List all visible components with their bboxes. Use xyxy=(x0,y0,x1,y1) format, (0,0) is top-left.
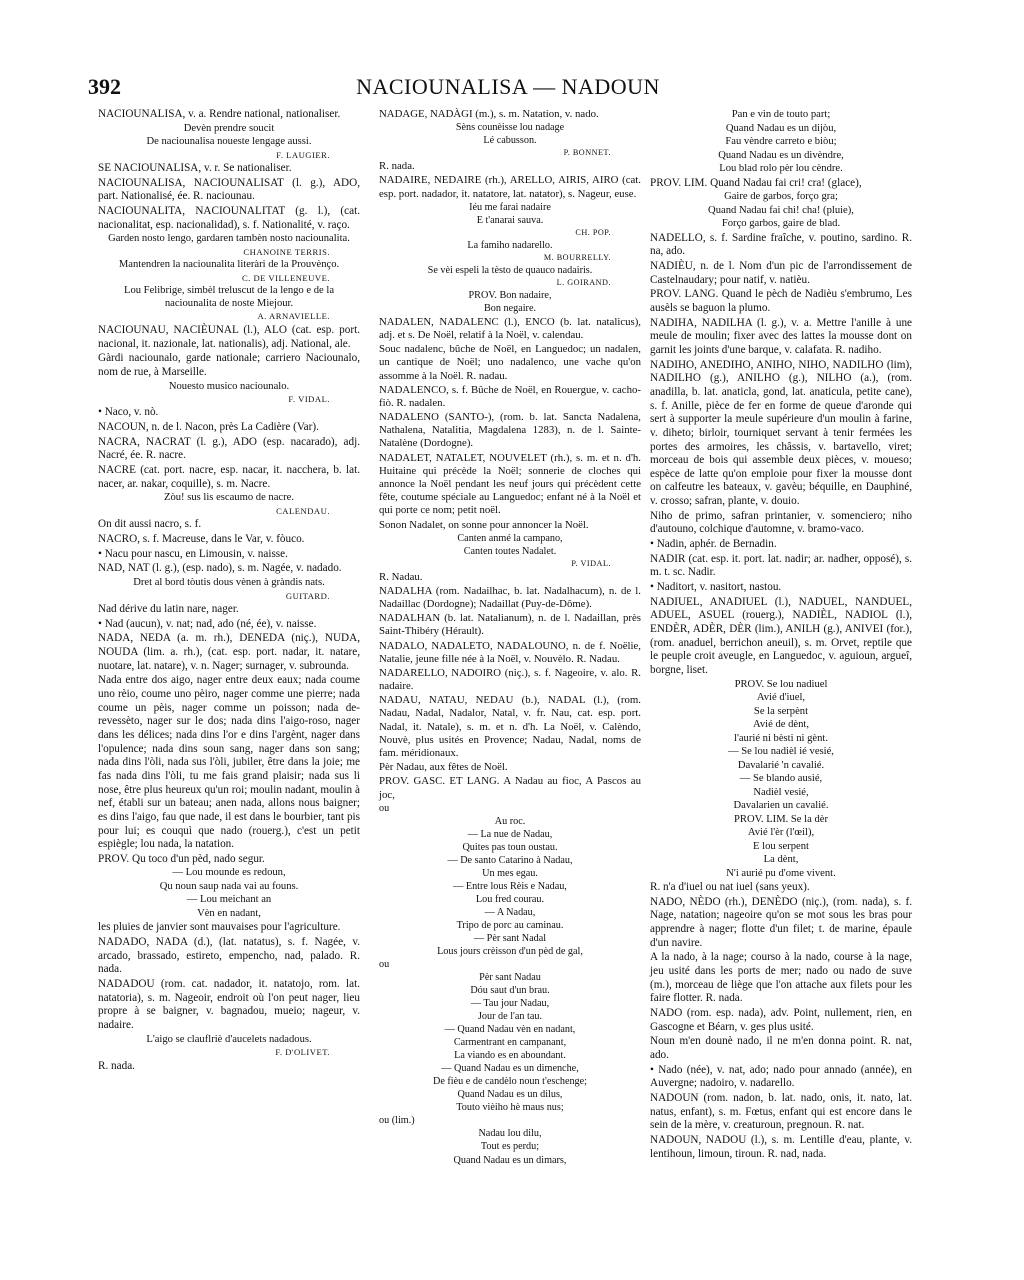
quotation-line: Lou Felibrige, simbèl treluscut de la lengo e de la naciounalita de noste Miejour. xyxy=(123,285,335,309)
quotation-line: Se la serpènt xyxy=(753,705,809,717)
dictionary-entry: NADO (rom. esp. nada), adv. Point, nullement, rien, en Gascogne et Béarn, v. ges plus usité. xyxy=(650,1007,912,1033)
dictionary-entry: • Nadin, aphér. de Bernadin. xyxy=(650,538,777,551)
quotation-line: PROV. LIM. Se la dèr xyxy=(734,813,828,825)
quotation-line: Avié d'iuel, xyxy=(756,692,806,704)
quotation-line: Vèn en nadant, xyxy=(197,907,261,919)
dictionary-entry: NACIOUNALISA, NACIOUNALISAT (l. g.), ADO, part. Nationalisé, ée. R. naciounau. xyxy=(98,176,360,203)
quotation-line: Lou blad rolo pèr lou cèndre. xyxy=(719,163,843,174)
quotation-line: La famiho nadarello. xyxy=(467,239,553,251)
quote-attribution: F. LAUGIER. xyxy=(276,149,330,160)
dictionary-entry: PROV. Qu toco d'un pèd, nado segur. xyxy=(98,852,265,865)
quotation-line: Lou fred courau. xyxy=(475,893,545,905)
quotation-line: — Entre lous Rèis e Nadau, xyxy=(453,880,567,892)
quotation-line: Avié de dènt, xyxy=(753,719,809,731)
quotation-line: Pèr sant Nadau xyxy=(479,972,541,984)
dictionary-entry: NACIOUNAU, NACIÈUNAL (l.), ALO (cat. esp. port. nacional, it. nazionale, lat. nationalis), adj. National, ale. xyxy=(98,323,360,350)
quotation-line: La viando es en aboundant. xyxy=(454,1050,566,1062)
dictionary-entry: • Naco, v. nò. xyxy=(98,406,159,419)
quotation-line: PROV. Bon nadaire, xyxy=(468,289,552,301)
quotation-line: — Lou meichant an xyxy=(186,894,272,906)
dictionary-entry: les pluies de janvier sont mauvaises pour l'agriculture. xyxy=(98,921,341,934)
quotation-line: — La nue de Nadau, xyxy=(467,828,553,840)
quotation-line: Nouesto musico naciounalo. xyxy=(168,380,290,392)
quote-attribution: A. ARNAVIELLE. xyxy=(257,311,330,322)
column-3 xyxy=(650,108,912,1162)
quotation-line: Bon negaire. xyxy=(483,302,537,314)
dictionary-entry: R. nada. xyxy=(379,160,415,173)
dictionary-entry: NADOUN, NADOU (l.), s. m. Lentille d'eau, plante, v. lentihoun, limoun, tiroun. R. nad, nada. xyxy=(650,1133,912,1160)
quotation-line: — Tau jour Nadau, xyxy=(470,998,550,1010)
quotation-line: Zòu! sus lis escaumo de nacre. xyxy=(163,492,295,504)
dictionary-entry: PROV. LIM. Quand Nadau fai cri! cra! (glace), xyxy=(650,176,862,189)
quote-attribution: L. GOIRAND. xyxy=(556,277,611,287)
quotation-line: Fau vèndre carreto e biòu; xyxy=(725,136,837,147)
dictionary-entry: NADOUN (rom. nadon, b. lat. nado, onis, it. nato, lat. natus, enfant), s. m. Fœtus, enfant qui est encore dans le sein de la mère, v. creaturoun, pregnoun. R. nat. xyxy=(650,1092,912,1132)
quotation-line: — A Nadau, xyxy=(484,906,536,918)
quotation-line: — Quand Nadau es un dimenche, xyxy=(441,1063,579,1075)
dictionary-entry: NADA, NEDA (a. m. rh.), DENEDA (niç.), NUDA, NOUDA (lim. a. rh.), (cat. esp. port. nadar, it. natare, nuotare, lat. natare), v. n. Nager; surnager, v. subrounda. xyxy=(98,632,360,672)
dictionary-entry: • Nado (née), v. nat, ado; nado pour annado (année), en Auvergne; nadoiro, v. nadarello. xyxy=(650,1063,912,1090)
dictionary-entry: Nad dérive du latin nare, nager. xyxy=(98,603,239,616)
quote-attribution: GUITARD. xyxy=(285,590,330,601)
quotation-line: Gaire de garbos, forço gra; xyxy=(724,191,838,203)
quotation-line: PROV. Se lou nadiuel xyxy=(734,678,828,690)
quotation-line: Carmentrant en campanant, xyxy=(453,1037,567,1049)
quotation-line: N'i aurié pu d'ome vivent. xyxy=(726,867,836,879)
dictionary-entry: Niho de primo, safran printanier, v. somenciero; niho d'autouno, colchique d'automne, v. bramo-vaco. xyxy=(650,509,912,536)
quote-attribution: F. VIDAL. xyxy=(288,394,330,404)
dictionary-entry: On dit aussi nacro, s. f. xyxy=(98,518,202,531)
quotation-line: Jour de l'an tau. xyxy=(477,1011,543,1023)
dictionary-entry: • Nad (aucun), v. nat; nad, ado (né, ée), v. naisse. xyxy=(98,617,317,630)
quotation-line: — De santo Catarino à Nadau, xyxy=(447,854,573,866)
quotation-line: Garden nosto lengo, gardaren tambèn nosto naciounalita. xyxy=(108,233,350,245)
quotation-line: Iéu me farai nadaire xyxy=(469,201,551,213)
dictionary-entry: NADIHA, NADILHA (l. g.), v. a. Mettre l'anille à une meule de moulin; fixer avec des lattes la mousse dont on garnit les joints d'une barque, v. calafata. R. nadiho. xyxy=(650,316,912,356)
quotation-line: Quand Nadau es un dimars, xyxy=(453,1154,567,1166)
dictionary-entry: NADIUEL, ANADIUEL (l.), NADUEL, NANDUEL, ADUEL, ASUEL (rouerg.), NADIÈL, NADIOL (l.), ENDÈR, ADÈR, DÈR (lim.), ANILH (g.), ANIVEI (for.), (rom. anaduel, berrichon aneuil), s. m. Orvet, reptile que le peuple croit aveugle, en Languedoc, v. aguioun, argueî, borgne, liset. xyxy=(650,595,912,676)
dictionary-entry: NACOUN, n. de l. Nacon, près La Cadière (Var). xyxy=(98,421,319,434)
quotation-line: — Lou mounde es redoun, xyxy=(172,867,286,879)
quote-attribution: M. BOURRELLY. xyxy=(543,252,611,262)
quotation-line: De naciounalisa noueste lengage aussi. xyxy=(146,136,312,148)
page-number: 392 xyxy=(88,74,121,99)
dictionary-entry: NADALEN, NADALENC (l.), ENCO (b. lat. natalicus), adj. et s. De Noël, relatif à la Noël, v. calendau. xyxy=(379,315,641,342)
quote-attribution: C. DE VILLENEUVE. xyxy=(241,272,330,283)
quotation-line: Mantendren la naciounalita literàri de la Prouvènço. xyxy=(118,259,340,271)
quotation-line: Dóu saut d'un brau. xyxy=(470,985,550,997)
quotation-line: Quites pas toun oustau. xyxy=(462,841,558,853)
quotation-line: — Se blando ausié, xyxy=(739,773,823,785)
dictionary-entry: NADO, NÈDO (rh.), DENÈDO (niç.), (rom. nada), s. f. Nage, natation; nageoire qu'on se mot sous les bras pour apprendre à nager; flotte d'un filet; t. de marine, épaule d'un navire. xyxy=(650,895,912,949)
dictionary-entry: NADADOU (rom. cat. nadador, it. natatojo, rom. lat. natatoria), s. m. Nageoir, endroit où l'on peut nager, lieu propre à se baigner, v. bagnadou, mueio; nageur, v. nadaire. xyxy=(98,978,360,1032)
quotation-line: Nadièl vesié, xyxy=(753,786,809,798)
dictionary-entry: Gàrdi naciounalo, garde nationale; carriero Naciounalo, nom de rue, à Marseille. xyxy=(98,352,360,378)
text-line: ou (lim.) xyxy=(379,1115,415,1127)
dictionary-entry: NADIHO, ANEDIHO, ANIHO, NIHO, NADILHO (lim), NADILHO (g.), ANILHO (g.), NILHO (a.), (rom. anadilla, b. lat. anaticla, gond, lat. anaticula, petite cane), s. f. Anille, pièce de fer en forme de queue d'aronde qui sert à supporter la meule supérieure d'un moulin à farine, v. diheto; birloir, tourniquet servant à tenir fermées les portes des armoires, les châssis, v. bartavello, viret; morceau de bois qui assemble deux pièces, v. moueso; espèce de latte qu'on emploie pour fixer la mousse dont on calfeutre les bateaux, v. gavèu; béquille, en Dauphiné, v. crosso; safran, plante, v. douio. xyxy=(650,358,912,508)
dictionary-entry: NADALENCO, s. f. Bûche de Noël, en Rouergue, v. cacho-fiò. R. nadalen. xyxy=(379,383,641,409)
quotation-line: Devèn prendre soucit xyxy=(183,122,275,134)
quotation-line: Pan e vin de touto part; xyxy=(731,109,831,120)
dictionary-entry: Pèr Nadau, aux fêtes de Noël. xyxy=(379,761,508,774)
dictionary-entry: PROV. LANG. Quand le pèch de Nadièu s'embrumo, Les ausèls se baguon la plumo. xyxy=(650,288,912,314)
page-header xyxy=(88,68,928,102)
dictionary-entry: NADAGE, NADÀGI (m.), s. m. Natation, v. nado. xyxy=(379,108,599,120)
quotation-line: Forço garbos, gaire de blad. xyxy=(721,218,841,230)
quote-attribution: P. BONNET. xyxy=(563,148,611,158)
quotation-line: Quand Nadau fai chi! cha! (pluie), xyxy=(708,204,854,216)
dictionary-entry: NADIÈU, n. de l. Nom d'un pic de l'arrondissement de Castelnaudary; pour natif, v. natièu. xyxy=(650,259,912,286)
quotation-line: Se vèi espeli la tèsto de quauco nadairis. xyxy=(427,264,593,276)
quotation-line: Nadau lou dilu, xyxy=(478,1128,542,1140)
dictionary-entry: Noun m'en dounè nado, il ne m'en donna point. R. nat, ado. xyxy=(650,1035,912,1062)
dictionary-entry: NACRA, NACRAT (l. g.), ADO (esp. nacarado), adj. Nacré, ée. R. nacre. xyxy=(98,435,360,462)
dictionary-entry: NADALHA (rom. Nadailhac, b. lat. Nadalhacum), n. de l. Nadaillac (Dordogne); Nadaillat (Puy-de-Dôme). xyxy=(379,584,641,611)
quotation-line: Qu noun saup nada vai au founs. xyxy=(159,880,299,892)
quotation-line: Au roc. xyxy=(494,815,526,827)
quotation-line: l'aurié ni bèsti ni gènt. xyxy=(734,732,828,744)
quotation-line: — Se lou nadièl ié vesié, xyxy=(728,746,834,758)
quote-attribution: CALENDAU. xyxy=(276,505,330,516)
dictionary-entry: NACIOUNALISA, v. a. Rendre national, nationaliser. xyxy=(98,108,341,120)
dictionary-entry: Sonon Nadalet, on sonne pour annoncer la Noël. xyxy=(379,518,589,531)
quotation-line: Davalarien un cavalié. xyxy=(733,800,829,812)
dictionary-entry: • Naditort, v. nasitort, nastou. xyxy=(650,581,782,594)
dictionary-entry: R. n'a d'iuel ou nat iuel (sans yeux). xyxy=(650,881,810,894)
dictionary-entry: NACIOUNALITA, NACIOUNALITAT (g. l.), (cat. nacionalitat, esp. nacionalidad), s. f. Nationalité, v. raço. xyxy=(98,205,360,231)
quotation-line: Quand Nadau es un dilus, xyxy=(457,1089,563,1101)
dictionary-entry: PROV. GASC. ET LANG. A Nadau au fioc, A Pascos au joc, xyxy=(379,775,641,801)
quotation-line: E lou serpent xyxy=(753,840,809,852)
running-head: NACIOUNALISA — NADOUN xyxy=(356,74,660,99)
quotation-line: Davalarié 'n cavalié. xyxy=(737,759,825,771)
quotation-line: Canten anmé la campano, xyxy=(457,532,563,544)
dictionary-entry: NADIR (cat. esp. it. port. lat. nadir; ar. nadher, opposé), s. m. t. sc. Nadir. xyxy=(650,552,912,579)
quote-attribution: CH. POP. xyxy=(575,227,611,237)
text-line: ou xyxy=(379,959,390,971)
dictionary-entry: NADALET, NATALET, NOUVELET (rh.), s. m. et n. d'h. Huitaine qui précède la Noël; sonnerie de cloches qui annonce la Noël pendant les neuf jours qui précèdent cette fête, coutume spéciale au Languedoc; enfant né à la Noël et qui porte ce nom; petit noël. xyxy=(379,451,641,517)
quotation-line: Canten toutes Nadalet. xyxy=(463,545,557,557)
quotation-line: Lé cabusson. xyxy=(483,135,537,147)
dictionary-entry: NADELLO, s. f. Sardine fraîche, v. poutino, sardino. R. na, ado. xyxy=(650,231,912,258)
quotation-line: Tripo de porc au caminau. xyxy=(456,919,564,931)
quote-attribution: CHANOINE TERRIS. xyxy=(243,246,330,257)
dictionary-entry: NACRE (cat. port. nacre, esp. nacar, it. nacchera, b. lat. nacer, ar. nakar, coquille), s. m. Nacre. xyxy=(98,464,360,490)
dictionary-entry: R. Nadau. xyxy=(379,570,423,583)
quotation-line: Tout es perdu; xyxy=(480,1141,540,1153)
quote-attribution: P. VIDAL. xyxy=(571,558,611,568)
dictionary-entry: NADAU, NATAU, NEDAU (b.), NADAL (l.), (rom. Nadau, Nadal, Nadalor, Natal, v. fr. Nau, cat. esp. port. Nadal, it. Natale), s. m. et n. d'h. La Noël, v. Calèndo, Nouvè, plus usités en Provence; Nadau, Nadal, noms de fam. méridionaux. xyxy=(379,694,641,759)
dictionary-entry: NACRO, s. f. Macreuse, dans le Var, v. fòuco. xyxy=(98,533,305,546)
quotation-line: De fièu e de candèlo noun t'eschenge; xyxy=(432,1076,588,1088)
dictionary-entry: NAD, NAT (l. g.), (esp. nado), s. m. Nagée, v. nadado. xyxy=(98,562,342,575)
quotation-line: Quand Nadau es un dijòu, xyxy=(725,122,837,134)
dictionary-entry: R. nada. xyxy=(98,1059,135,1072)
column-2 xyxy=(379,108,641,1168)
dictionary-entry: SE NACIOUNALISA, v. r. Se nationaliser. xyxy=(98,162,292,175)
quotation-line: Sèns counèisse lou nadage xyxy=(455,122,565,134)
quotation-line: L'aigo se clauflriè d'aucelets nadadous. xyxy=(146,1033,312,1045)
quotation-line: Touto vièiho hè maus nus; xyxy=(456,1102,564,1114)
quotation-line: Lous jours crèisson d'un pèd de gal, xyxy=(437,946,583,958)
dictionary-entry: • Nacu pour nascu, en Limousin, v. naisse. xyxy=(98,547,288,560)
dictionary-entry: NADALO, NADALETO, NADALOUNO, n. de f. Noëlie, Natalie, jeune fille née à la Noël, v. Nouvèlo. R. Nadau. xyxy=(379,639,641,665)
quotation-line: Quand Nadau es un divèndre, xyxy=(718,149,844,161)
dictionary-entry: A la nado, à la nage; courso à la nado, course à la nage, jeu usité dans les ports de mer; nado ou nado de suve (m.), morceau de liège que l'on attache aux filets pour les faire flotter. R. nada. xyxy=(650,951,912,1005)
quotation-line: Dret al bord tòutis dous vènen à gràndis nats. xyxy=(133,577,325,589)
quotation-line: E t'anarai sauva. xyxy=(476,214,544,226)
dictionary-entry: Souc nadalenc, bûche de Noël, en Languedoc; un nadalen, un cantique de Noël; uno nadalenco, une vache qu'on assomme à la Noël. R. nadau. xyxy=(379,343,641,382)
quotation-line: — Quand Nadau vèn en nadant, xyxy=(444,1024,576,1036)
column-1 xyxy=(98,108,360,1074)
dictionary-entry: NADAIRE, NEDAIRE (rh.), ARELLO, AIRIS, AIRO (cat. esp. port. nadador, it. natatore, lat. natator), s. Nageur, euse. xyxy=(379,174,641,200)
text-line: ou xyxy=(379,802,390,814)
quote-attribution: F. D'OLIVET. xyxy=(275,1047,330,1058)
quotation-line: Avié l'èr (l'œil), xyxy=(747,827,815,839)
quotation-line: La dènt, xyxy=(763,854,799,866)
quotation-line: — Pèr sant Nadal xyxy=(473,932,547,944)
dictionary-entry: NADALHAN (b. lat. Natalianum), n. de l. Nadaillan, près Saint-Thibéry (Hérault). xyxy=(379,612,641,638)
dictionary-entry: NADALENO (SANTO-), (rom. b. lat. Sancta Nadalena, Nathalena, Natalitia, Magdalena 1283), n. de l. Sainte-Natalène (Dordogne). xyxy=(379,411,641,450)
dictionary-entry: NADARELLO, NADOIRO (niç.), s. f. Nageoire, v. alo. R. nadaire. xyxy=(379,666,641,693)
quotation-line: Un mes egau. xyxy=(482,867,538,879)
dictionary-entry: Nada entre dos aigo, nager entre deux eaux; nada coume uno rèio, coume uno pèiro, nager comme une pierre; nada coume un pèis, nager comme un poisson; nada de-revessèto, nager sur le dos; nada dins l'aigo-roso, nager dans les délices; nada dins l'or e dins l'argènt, nager dans l'opulence; nada dins soun sang, nager dans son sang; nada dins l'òli, nada sus l'òli, jubiler, être dans la joie; me fas nada dins l'òli, tu me fais grand plaisir; nada sus li nose, être plus heureux qu'un roi; moulin nadant, moulin à nef, établi sur un bateau; anen nada, allons nous baigner; es dins l'aigo, fau que nade, il est dans le bourbier, tant pis pour lui; es couquì que nado (rouerg.), c'est un petit espiègle; lou nada, la natation. xyxy=(98,674,360,851)
dictionary-entry: NADADO, NADA (d.), (lat. natatus), s. f. Nagée, v. arcado, brassado, estireto, empencho, nad, palado. R. nada. xyxy=(98,936,360,976)
